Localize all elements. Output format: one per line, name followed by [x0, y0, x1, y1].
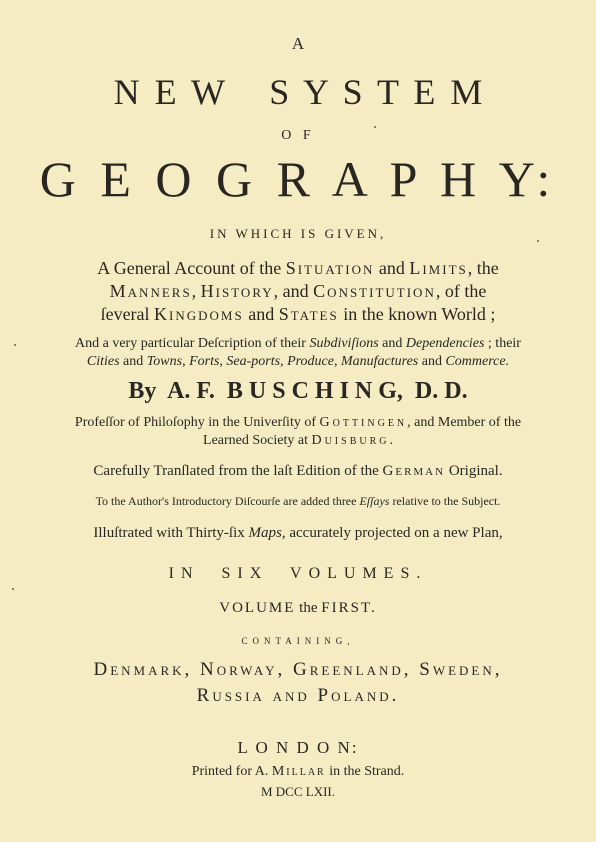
desc2-manners: Manners [109, 281, 192, 301]
desc5-l: and [418, 354, 446, 369]
description-line-2 [0, 281, 596, 302]
translated-a: Carefully Tranſlated from the laſt Edition of the [93, 463, 383, 479]
desc2-b: , [191, 281, 201, 301]
london: L O N D O N: [237, 738, 359, 757]
professor-line-1 [0, 415, 596, 431]
desc4-c: and [378, 336, 406, 351]
desc5-towns: Towns [146, 354, 183, 369]
illustrated-a: Illuſtrated with Thirty-ſix [93, 525, 249, 541]
desc4-e: ; their [484, 336, 521, 351]
professor-line-2 [0, 433, 596, 449]
desc5-d: , [182, 354, 190, 369]
containing: CONTAINING, [241, 636, 355, 646]
description-line-4 [0, 336, 596, 352]
desc4-a: And a very particular Deſcription of their [75, 336, 310, 351]
intro-a: To the Author's Introductory Diſcourſe are added three [95, 494, 360, 508]
description-line-1 [0, 258, 596, 279]
desc1-e: , the [467, 258, 499, 278]
description-line-5 [0, 354, 596, 370]
paper-speck [374, 126, 376, 128]
prof1-c: , and Member of the [407, 415, 522, 430]
volume-the: the [295, 600, 322, 616]
desc5-h: , [280, 354, 288, 369]
desc4-subdivisions: Subdiviſions [309, 336, 379, 351]
title-geography: G E O G R A P H Y: [39, 151, 557, 207]
desc2-d: , and [273, 281, 314, 301]
desc1-limits: Limits [409, 258, 468, 278]
illustrated-maps: Maps [248, 525, 282, 541]
intro-c: relative to the Subject. [389, 494, 501, 508]
title-new-system: N E W S Y S T E M [113, 72, 483, 112]
desc5-b: and [119, 354, 147, 369]
volume-word: VOLUME [219, 600, 296, 616]
translated-german: German [382, 463, 446, 479]
prof2-c: . [389, 433, 393, 448]
translated-c: Original. [445, 463, 503, 479]
prof1-a: Profeſſor of Philoſophy in the Univerſity of [74, 415, 320, 430]
six-volumes: IN SIX VOLUMES. [168, 565, 428, 582]
description-line-3 [0, 304, 596, 325]
desc5-forts: Forts [189, 354, 220, 369]
desc5-manufactures: Manufactures [341, 354, 419, 369]
desc5-seaports: Sea-ports [226, 354, 281, 369]
prof2-a: Learned Society at [203, 433, 312, 448]
desc2-history: History [200, 281, 274, 301]
desc2-constitution: Constitution [313, 281, 436, 301]
desc2-f: , of the [435, 281, 487, 301]
printed-millar: Millar [271, 764, 326, 779]
introduction-line [0, 494, 596, 509]
desc3-kingdoms: Kingdoms [154, 304, 244, 324]
illustrated-line [0, 525, 596, 542]
desc5-f: , [219, 354, 227, 369]
desc5-commerce: Commerce. [445, 354, 510, 369]
translated-line [0, 463, 596, 480]
imprint-date: M DCC LXII. [260, 784, 336, 799]
paper-speck [537, 240, 539, 242]
desc5-cities: Cities [86, 354, 120, 369]
desc1-c: and [374, 258, 410, 278]
printed-a: Printed for A. [191, 764, 272, 779]
desc3-states: States [278, 304, 339, 324]
printed-c: in the Strand. [325, 764, 405, 779]
intro-essays: Eſſays [359, 494, 390, 508]
desc1-a: A General Account of the [97, 258, 286, 278]
volume-first [0, 600, 596, 617]
printed-line [0, 764, 596, 780]
countries-line-1: Denmark, Norway, Greenland, Sweden, [93, 659, 503, 680]
desc1-situation: Situation [285, 258, 375, 278]
illustrated-c: , accurately projected on a new Plan, [281, 525, 503, 541]
volume-first-word: FIRST. [321, 600, 377, 616]
desc5-j: , [334, 354, 341, 369]
title-of: O F [281, 128, 315, 143]
paper-speck [12, 588, 14, 590]
desc3-c: and [243, 304, 279, 324]
article-a: A [291, 34, 305, 53]
desc5-produce: Produce [287, 354, 334, 369]
prof1-gottingen: Gottingen [319, 415, 408, 430]
paper-speck [14, 344, 16, 346]
countries-line-2: Russia and Poland. [196, 685, 400, 706]
in-which-is-given: IN WHICH IS GIVEN, [209, 226, 387, 241]
desc3-e: in the known World ; [338, 304, 496, 324]
desc4-dependencies: Dependencies [405, 336, 485, 351]
author-line: By A. F. B U S C H I N G, D. D. [128, 378, 468, 404]
desc3-a: ſeveral [100, 304, 155, 324]
prof2-duisburg: Duisburg [311, 433, 390, 448]
